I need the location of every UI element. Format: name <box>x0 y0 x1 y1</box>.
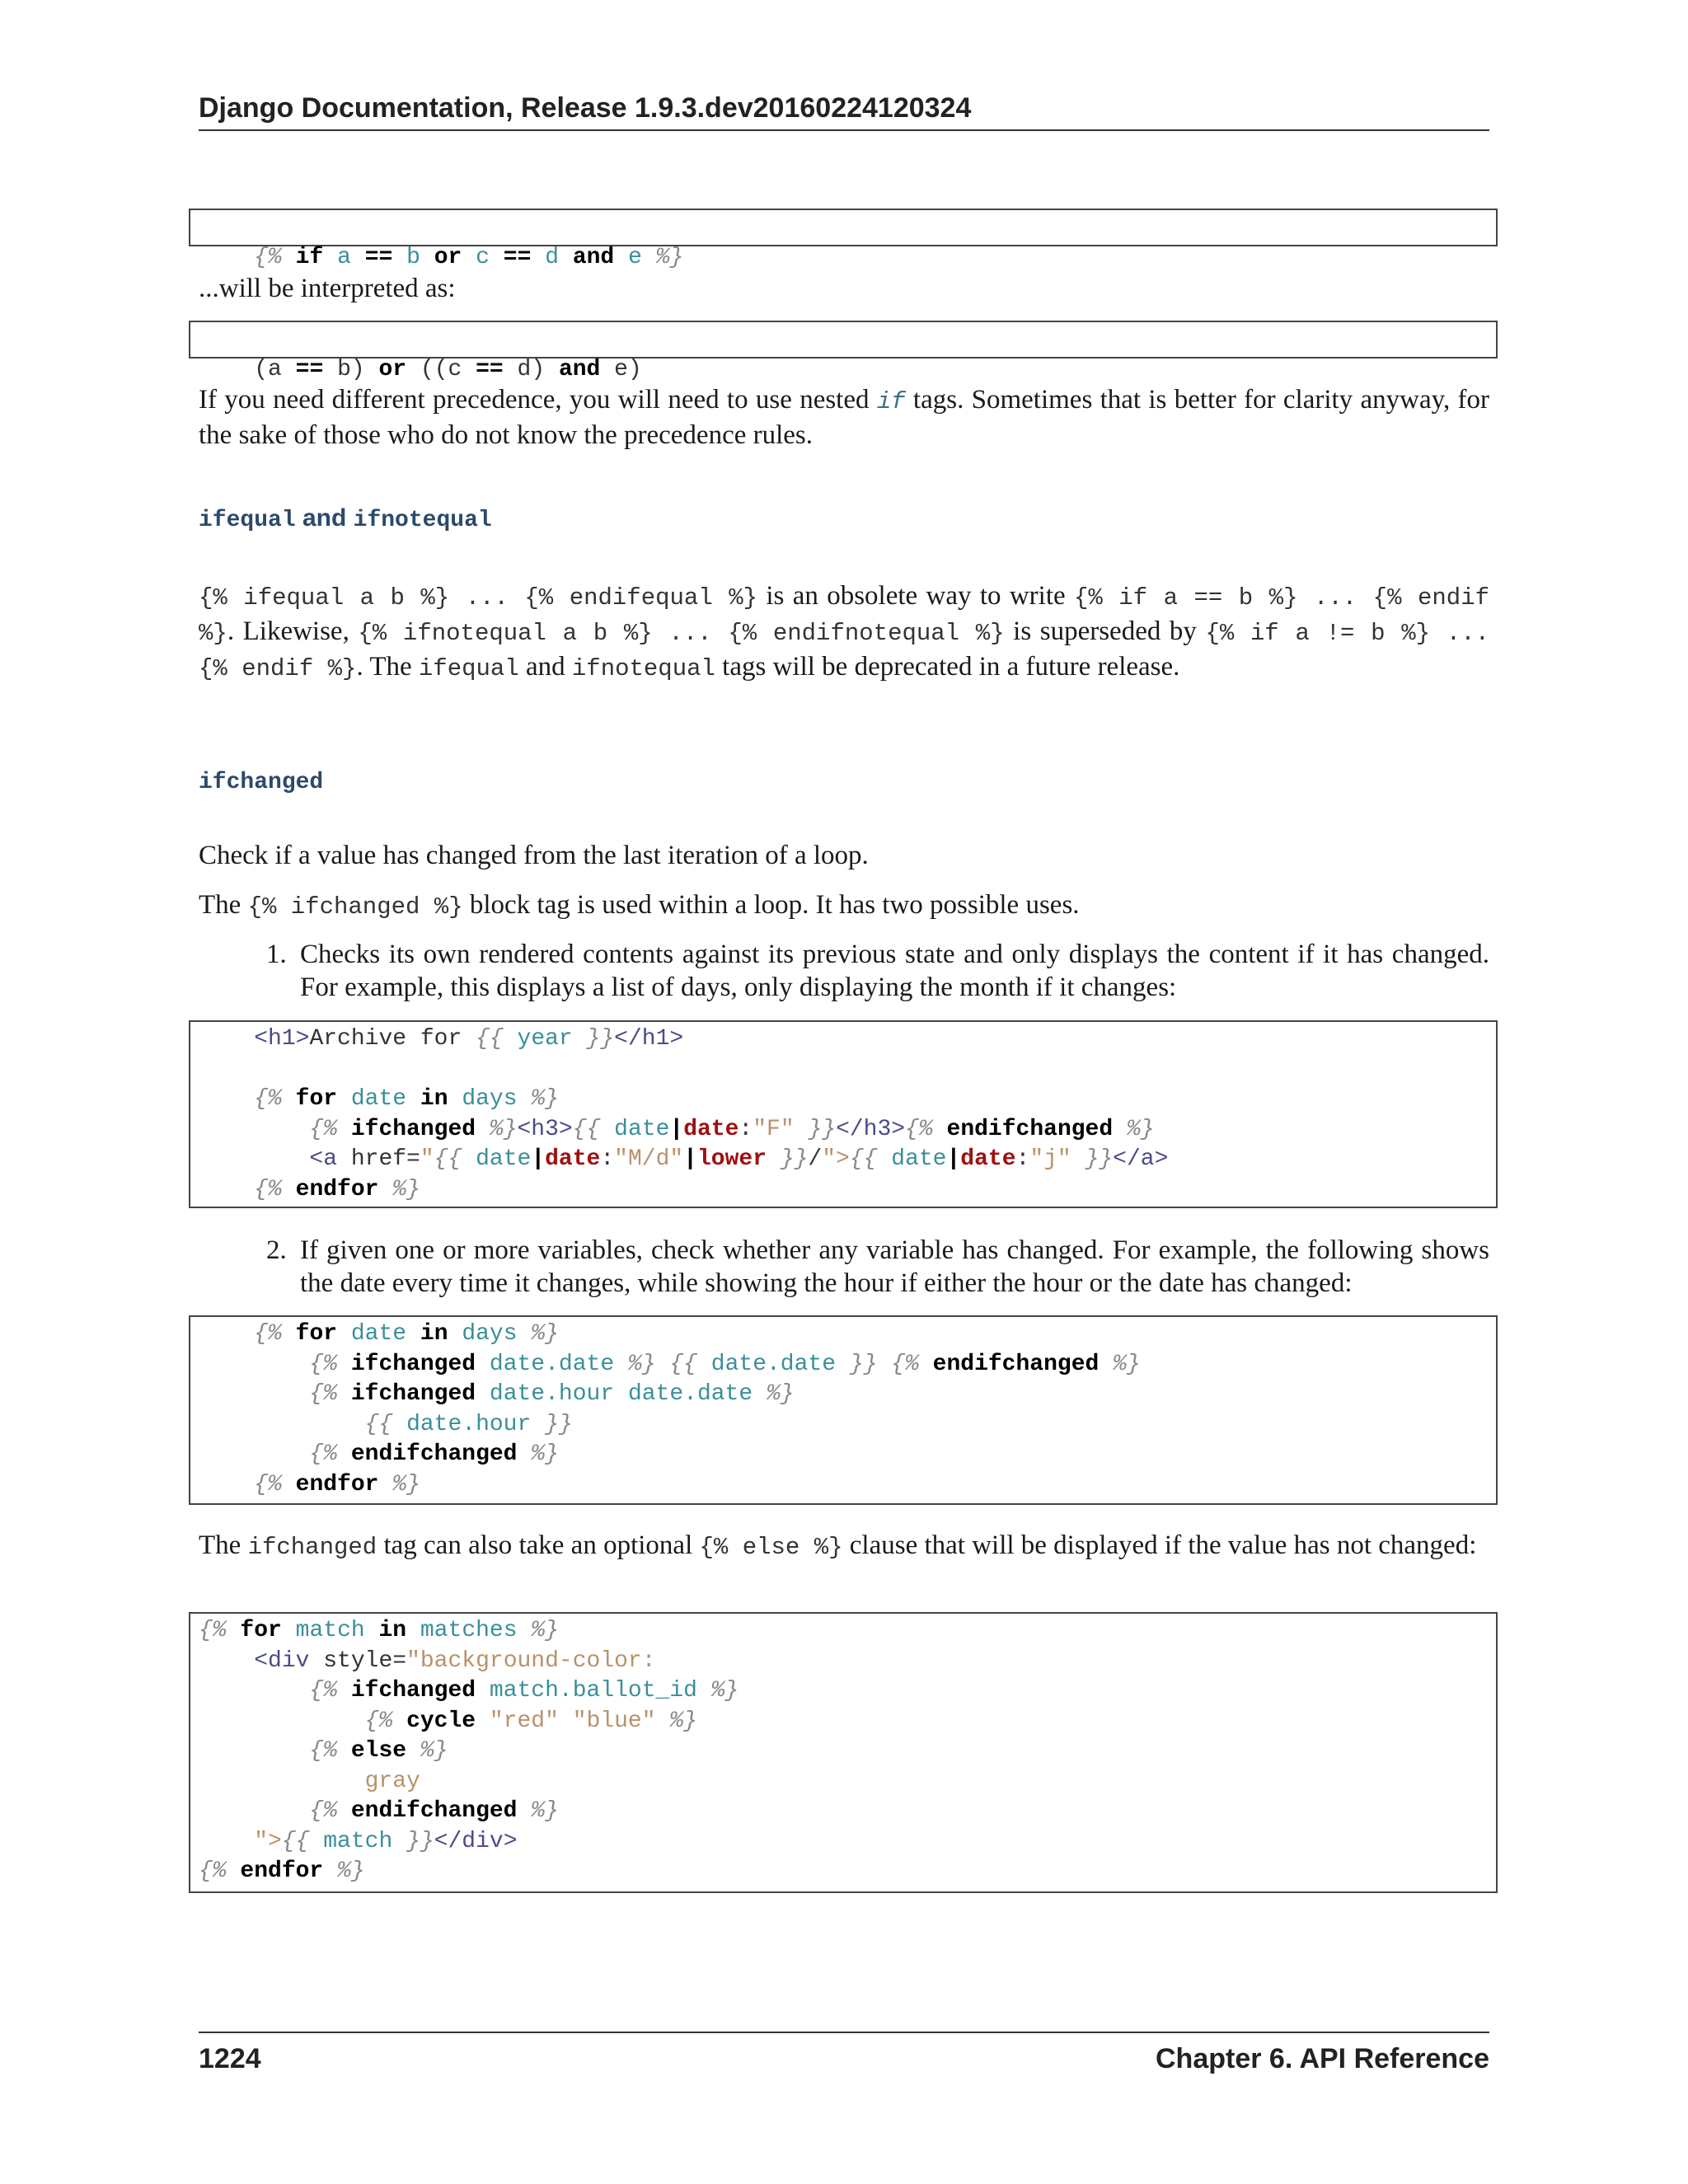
code-line: {% endifchanged %} <box>309 1441 559 1467</box>
paragraph-precedence: If you need different precedence, you will need to use nested if tags. Sometimes that is better for clarity anyway, for the sake of those who do not know the precedence rules. <box>199 385 1489 450</box>
code-line: (a == b) or ((c == d) and e) <box>254 356 642 382</box>
code-block-archive <box>189 1020 1498 1208</box>
section-heading-ifchanged: ifchanged <box>199 770 324 795</box>
code-line: {% ifchanged date.hour date.date %} <box>309 1381 795 1407</box>
code-line: {% ifchanged match.ballot_id %} <box>309 1678 739 1704</box>
code-line: {% ifchanged %}<h3>{{ date|date:"F" }}</h3>{% endifchanged %} <box>309 1116 1155 1142</box>
code-line: {% for date in days %} <box>254 1086 559 1112</box>
paragraph-ifequal: {% ifequal a b %} ... {% endifequal %} is an obsolete way to write {% if a == b %} ... {% endif %}. Likewise, {% ifnotequal a b %} ... {% endifnotequal %} is superseded by {% if a != b %} ... {% endif %}. The ifequal and ifnotequal tags will be deprecated in a future release. <box>199 581 1489 682</box>
code-line: gray <box>199 1768 420 1794</box>
code-block-interpreted <box>189 321 1498 382</box>
code-line <box>199 1055 1488 1085</box>
code-block-ifchanged-vars <box>189 1315 1498 1505</box>
code-block-if <box>189 209 1498 270</box>
code-line: {% if a == b or c == d and e %} <box>254 244 684 270</box>
code-line: <h1>Archive for {{ year }}</h1> <box>254 1026 684 1052</box>
list-number: 2. <box>266 1235 287 1265</box>
code-line: <a href="{{ date|date:"M/d"|lower }}/">{{ date|date:"j" }}</a> <box>309 1146 1169 1172</box>
code-line: ">{{ match }}</div> <box>254 1828 518 1854</box>
code-line: {% cycle "red" "blue" %} <box>364 1708 697 1734</box>
paragraph-else: The ifchanged tag can also take an optional {% else %} clause that will be displayed if the value has not changed: <box>199 1530 1477 1561</box>
section-heading-ifequal: ifequal and ifnotequal <box>199 504 492 533</box>
code-line: {% endfor %} <box>199 1858 365 1884</box>
inline-code-if: if <box>876 388 906 415</box>
list-item-1 <box>232 938 1489 1004</box>
code-line: <div style="background-color: <box>254 1647 656 1674</box>
page-number: 1224 <box>199 2043 261 2074</box>
code-block-ifchanged-else <box>189 1612 1498 1893</box>
list-number: 1. <box>266 940 287 969</box>
code-line: {% endifchanged %} <box>309 1798 559 1824</box>
code-line: {% else %} <box>309 1738 448 1764</box>
code-line: {% endfor %} <box>254 1176 420 1202</box>
code-line: {% endfor %} <box>254 1471 420 1497</box>
code-line: {{ date.hour }} <box>364 1411 573 1437</box>
list-text: Checks its own rendered contents against its previous state and only displays the content if it has changed. For example, this displays a list of days, only displaying the month if it changes: <box>300 940 1489 1002</box>
code-line: {% for date in days %} <box>254 1321 559 1347</box>
paragraph-the: The {% ifchanged %} block tag is used within a loop. It has two possible uses. <box>199 890 1080 921</box>
paragraph-interpreted: ...will be interpreted as: <box>199 274 456 303</box>
code-line: {% for match in matches %} <box>199 1618 559 1643</box>
page-footer <box>199 2032 1489 2075</box>
list-text: If given one or more variables, check whether any variable has changed. For example, the following shows the date every time it changes, while showing the hour if either the hour or the date has changed: <box>300 1235 1489 1298</box>
chapter-title: Chapter 6. API Reference <box>1156 2043 1489 2074</box>
code-line: {% ifchanged date.date %} {{ date.date }} {% endifchanged %} <box>309 1351 1141 1377</box>
paragraph-check: Check if a value has changed from the last iteration of a loop. <box>199 841 869 870</box>
page-header: Django Documentation, Release 1.9.3.dev20160224120324 <box>199 92 1489 131</box>
list-item-2 <box>232 1234 1489 1300</box>
